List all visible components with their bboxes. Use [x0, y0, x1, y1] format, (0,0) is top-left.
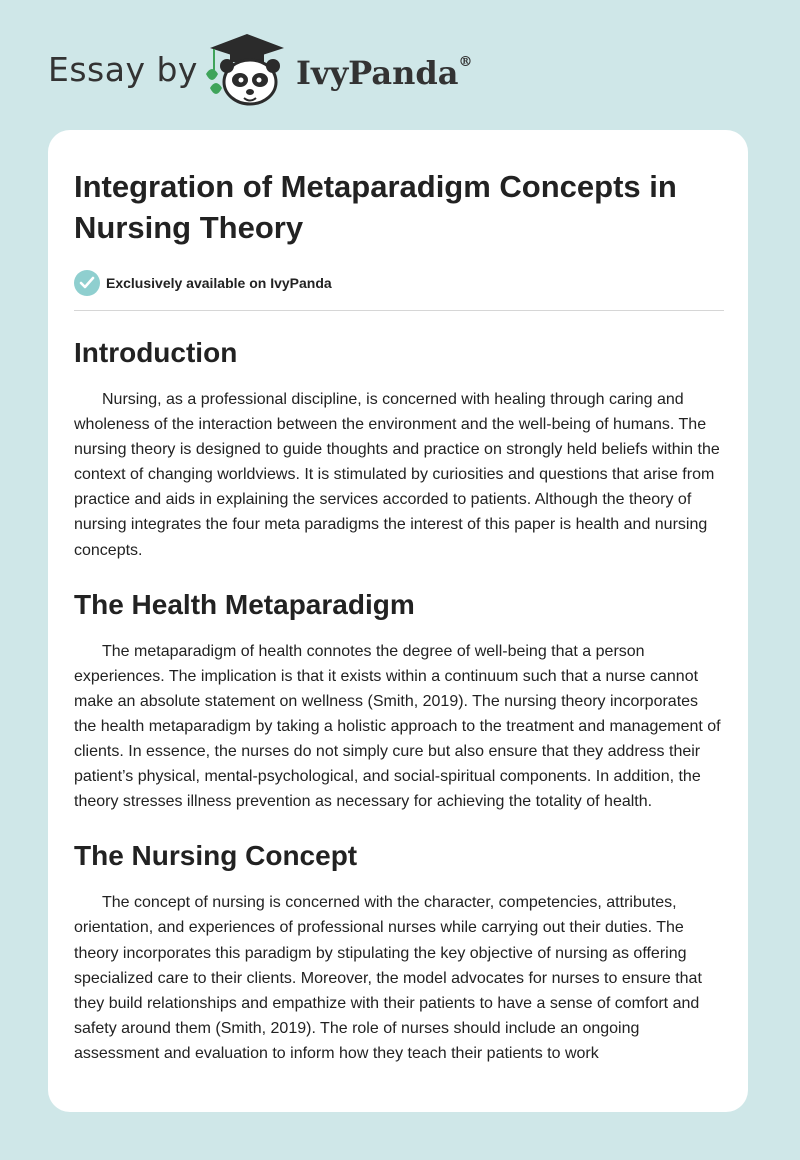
- page-title: Integration of Metaparadigm Concepts in Nursing Theory: [74, 169, 677, 245]
- section-heading: The Health Metaparadigm: [74, 588, 415, 620]
- exclusive-label: Exclusively available on IvyPanda: [106, 275, 332, 291]
- divider: [74, 310, 724, 311]
- section-body: The metaparadigm of health connotes the degree of well-being that a person experiences. The implication is that it exists within a continuum such that a nurse cannot make an absolute statement on wellness (Smith, 2019). The nursing theory incorporates the health metaparadigm by taking a holistic approach to the treatment and management of clients. In essence, the nurses do not simply cure but also ensure that they address their patient’s physical, mental-psychological, and social-spiritual components. In addition, the theory stresses illness prevention as necessary for achieving the totality of health.: [74, 642, 721, 811]
- section-body: The concept of nursing is concerned with the character, competencies, attributes, orientation, and experiences of professional nurses while carrying out their duties. The theory incorporates this paradigm by stipulating the key objective of nursing as offering specialized care to their clients. Moreover, the model advocates for nurses to ensure that they build relationships and empathize with their patients to have a sense of comfort and safety around them (Smith, 2019). The role of nurses should include an ongoing assessment and evaluation to inform how they teach their patients to work: [74, 894, 702, 1062]
- essay-by-label: Essay by: [48, 50, 198, 89]
- section-heading: The Nursing Concept: [74, 840, 358, 872]
- essay-card: [48, 130, 748, 1112]
- section-body: Nursing, as a professional discipline, is concerned with healing through caring and wholeness of the interaction between the environment and the well-being of humans. The nursing theory is designed to guide thoughts and practice on strongly held beliefs within the context of changing worldviews. It is stimulated by curiosities and questions that arise from practice and aids in explaining the services accorded to patients. Although the theory of nursing integrates the four meta paradigms the interest of this paper is health and nursing concepts.: [74, 391, 720, 559]
- checkmark-icon: [74, 270, 100, 296]
- panda-logo-icon[interactable]: [202, 30, 292, 110]
- section-heading: Introduction: [74, 337, 238, 368]
- site-header: [48, 30, 548, 110]
- exclusive-badge: [74, 270, 724, 296]
- brand-name[interactable]: IvyPanda®: [296, 54, 473, 92]
